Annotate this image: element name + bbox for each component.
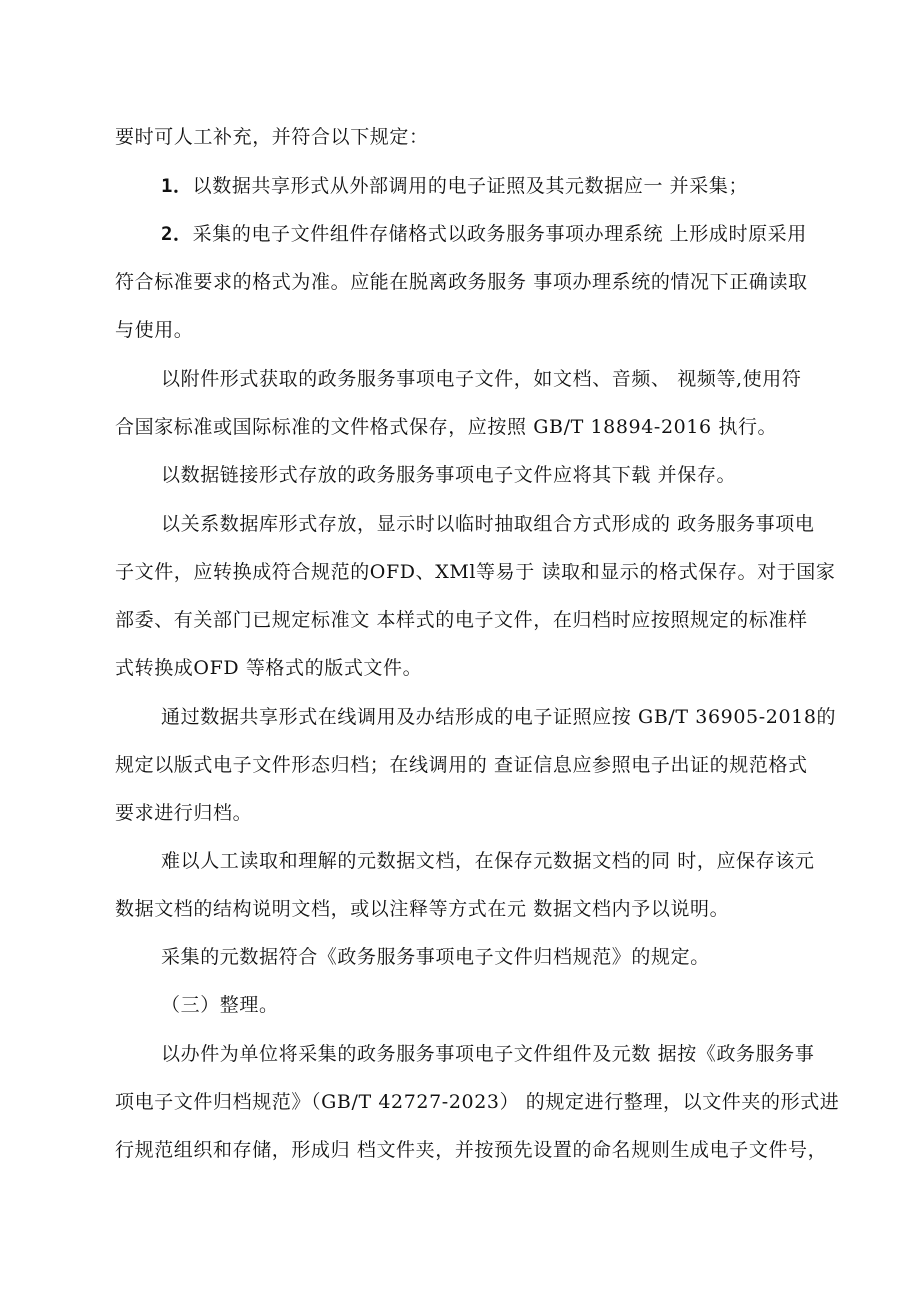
numbered-item xyxy=(161,222,807,246)
line-text: 数据文档的结构说明文档，或以注释等方式在元 数据文档内予以说明。 xyxy=(115,898,730,920)
section-heading xyxy=(161,993,279,1017)
line-text: 采集的电子文件组件存储格式以政务服务事项办理系统 上形成时原采用 xyxy=(192,223,807,245)
line-text: 项电子文件归档规范》（GB/T 42727-2023） 的规定进行整理，以文件夹的形式进 xyxy=(115,1091,840,1113)
line-text: 部委、有关部门已规定标准文 本样式的电子文件，在归档时应按照规定的标准样 xyxy=(115,609,808,631)
line-text: 规定以版式电子文件形态归档；在线调用的 查证信息应参照电子出证的规范格式 xyxy=(115,754,808,776)
text-line xyxy=(115,415,777,439)
line-text: 通过数据共享形式在线调用及办结形成的电子证照应按 GB/T 36905-2018的 xyxy=(161,706,837,728)
text-line xyxy=(115,656,422,680)
text-line xyxy=(115,270,808,294)
text-line xyxy=(115,125,429,149)
text-line xyxy=(161,367,801,391)
line-text: 要求进行归档。 xyxy=(115,802,253,824)
text-line xyxy=(115,608,808,632)
item-number: 1． xyxy=(161,175,193,197)
text-line xyxy=(115,753,808,777)
text-line xyxy=(161,463,736,487)
text-line xyxy=(161,705,836,729)
text-line xyxy=(161,1042,814,1066)
line-text: 要时可人工补充，并符合以下规定： xyxy=(115,126,429,148)
text-line xyxy=(115,801,252,825)
line-text: 以附件形式获取的政务服务事项电子文件，如文档、音频、 视频等,使用符 xyxy=(161,368,802,390)
line-text: 采集的元数据符合《政务服务事项电子文件归档规范》的规定。 xyxy=(161,946,710,968)
text-line xyxy=(161,512,814,536)
line-text: 子文件，应转换成符合规范的OFD、XMl等易于 读取和显示的格式保存。对于国家 xyxy=(115,561,836,583)
line-text: 以办件为单位将采集的政务服务事项电子文件组件及元数 据按《政务服务事 xyxy=(161,1043,815,1065)
line-text: 以关系数据库形式存放，显示时以临时抽取组合方式形成的 政务服务事项电 xyxy=(161,513,815,535)
line-text: 难以人工读取和理解的元数据文档，在保存元数据文档的同 时，应保存该元 xyxy=(161,850,815,872)
line-text: 以数据链接形式存放的政务服务事项电子文件应将其下载 并保存。 xyxy=(161,464,737,486)
text-line xyxy=(115,560,836,584)
text-line xyxy=(115,1138,827,1162)
text-line xyxy=(161,945,710,969)
line-text: （三）整理。 xyxy=(161,994,279,1016)
line-text: 符合标准要求的格式为准。应能在脱离政务服务 事项办理系统的情况下正确读取 xyxy=(115,271,808,293)
numbered-item xyxy=(161,174,748,198)
line-text: 以数据共享形式从外部调用的电子证照及其元数据应一 并采集； xyxy=(192,175,749,197)
text-line xyxy=(115,897,729,921)
line-text: 与使用。 xyxy=(115,319,194,341)
line-text: 式转换成OFD 等格式的版式文件。 xyxy=(115,657,423,679)
text-line xyxy=(161,849,814,873)
line-text: 合国家标准或国际标准的文件格式保存，应按照 GB/T 18894-2016 执行。 xyxy=(115,416,778,438)
line-text: 行规范组织和存储，形成归 档文件夹，并按预先设置的命名规则生成电子文件号， xyxy=(115,1139,828,1161)
text-line xyxy=(115,1090,839,1114)
text-line xyxy=(115,318,193,342)
item-number: 2． xyxy=(161,223,193,245)
